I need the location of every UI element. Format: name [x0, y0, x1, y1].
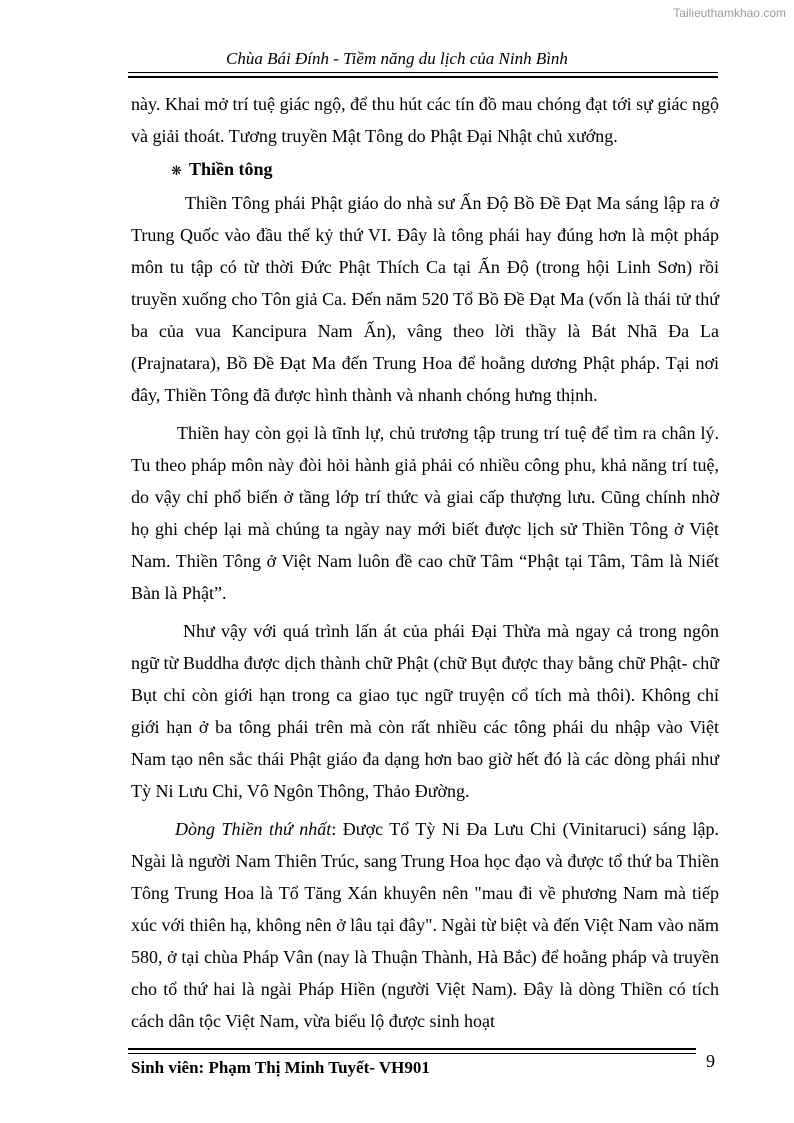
- footer-rule-thin: [128, 1053, 696, 1054]
- paragraph-dai-thua-influence: Như vậy với quá trình lấn át của phái Đại Thừa mà ngay cả trong ngôn ngữ từ Buddha được dịch thành chữ Phật (chữ Bụt được thay bằng chữ Phật- chữ Bụt chỉ còn giới hạn trong ca giao tục ngữ truyện cổ tích mà thôi). Không chỉ giới hạn ở ba tông phái trên mà còn rất nhiều các tông phái du nhập vào Việt Nam tạo nên sắc thái Phật giáo đa dạng hơn bao giờ hết đó là các dòng phái như Tỳ Ni Lưu Chi, Vô Ngôn Thông, Thảo Đường.: [131, 621, 719, 801]
- page-header-title: Chùa Bái Đính - Tiềm năng du lịch của Ninh Bình: [226, 49, 568, 68]
- asterism-bullet-icon: ❋: [171, 163, 182, 178]
- paragraph-first-zen-lineage-text: : Được Tổ Tỳ Ni Đa Lưu Chi (Vinitaruci) sáng lập. Ngài là người Nam Thiên Trúc, sang Trung Hoa học đạo và được tổ thứ ba Thiền Tông Trung Hoa là Tổ Tăng Xán khuyên nên "mau đi về phương Nam mà tiếp xúc với thiên hạ, không nên ở lâu tại đây". Ngài từ biệt và đến Việt Nam vào năm 580, ở tại chùa Pháp Vân (nay là Thuận Thành, Hà Bắc) để hoằng pháp và truyền cho tổ thứ hai là ngài Pháp Hiền (người Việt Nam). Đây là dòng Thiền có tích cách dân tộc Việt Nam, vừa biểu lộ được sinh hoạt: [131, 819, 719, 1031]
- footer-rule-thick: [128, 1048, 696, 1050]
- paragraph-thien-tong-origin: Thiền Tông phái Phật giáo do nhà sư Ấn Độ Bồ Đề Đạt Ma sáng lập ra ở Trung Quốc vào đầu thế kỷ thứ VI. Đây là tông phái hay đúng hơn là một pháp môn tu tập có từ thời Đức Phật Thích Ca tại Ấn Độ (trong hội Linh Sơn) rồi truyền xuống cho Tôn giả Ca. Đến năm 520 Tổ Bồ Đề Đạt Ma (vốn là thái tử thứ ba của vua Kancipura Nam Ấn), vâng theo lời thầy là Bát Nhã Đa La (Prajnatara), Bồ Đề Đạt Ma đến Trung Hoa để hoằng dương Phật pháp. Tại nơi đây, Thiền Tông đã được hình thành và nhanh chóng hưng thịnh.: [131, 193, 719, 405]
- header-rule-thin: [128, 72, 718, 73]
- paragraph-continuation: này. Khai mở trí tuệ giác ngộ, để thu hút các tín đồ mau chóng đạt tới sự giác ngộ và giải thoát. Tương truyền Mật Tông do Phật Đại Nhật chủ xướng.: [131, 94, 719, 146]
- italic-term: Dòng Thiền thứ nhất: [175, 819, 332, 839]
- watermark-text: Tailieuthamkhao.com: [673, 6, 786, 20]
- page-number: 9: [706, 1051, 715, 1071]
- header-rule-thick: [128, 76, 718, 78]
- paragraph-thien-definition: Thiền hay còn gọi là tĩnh lự, chủ trương tập trung trí tuệ để tìm ra chân lý. Tu theo pháp môn này đòi hỏi hành giả phải có nhiều công phu, khả năng trí tuệ, do vậy chỉ phổ biến ở tầng lớp trí thức và giai cấp thượng lưu. Cũng chính nhờ họ ghi chép lại mà chúng ta ngày nay mới biết được lịch sử Thiền Tông ở Việt Nam. Thiền Tông ở Việt Nam luôn đề cao chữ Tâm “Phật tại Tâm, Tâm là Niết Bàn là Phật”.: [131, 423, 719, 603]
- section-heading: [131, 153, 719, 187]
- footer-student-name: Sinh viên: Phạm Thị Minh Tuyết- VH901: [131, 1058, 430, 1077]
- document-body: [131, 88, 719, 1037]
- section-heading-text: Thiền tông: [189, 159, 273, 179]
- paragraph-first-zen-lineage: [131, 813, 719, 1037]
